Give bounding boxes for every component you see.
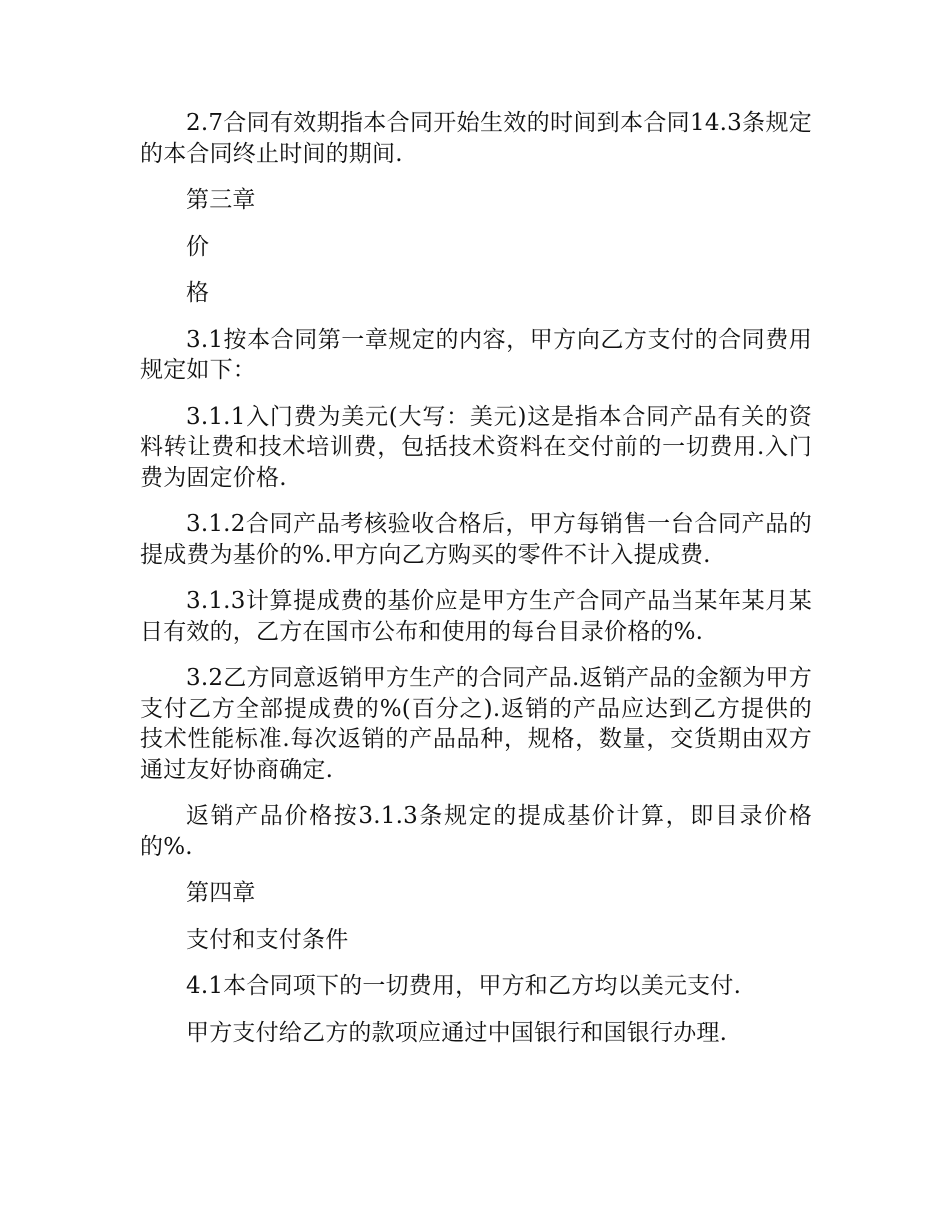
paragraph-3-1-3: 3.1.3计算提成费的基价应是甲方生产合同产品当某年某月某日有效的，乙方在国市公布和使用的每台目录价格的%. <box>140 588 812 645</box>
paragraph-4-1: 4.1本合同项下的一切费用，甲方和乙方均以美元支付. <box>186 973 742 999</box>
chapter-3-title-part-1: 价 <box>186 233 210 260</box>
chapter-3-title-part-2: 格 <box>186 280 210 306</box>
chapter-4-title: 支付和支付条件 <box>186 926 349 953</box>
paragraph-resale-price: 返销产品价格按3.1.3条规定的提成基价计算，即目录价格的%. <box>140 803 812 860</box>
paragraph-3-1: 3.1按本合同第一章规定的内容，甲方向乙方支付的合同费用规定如下： <box>140 326 812 383</box>
paragraph-3-1-2: 3.1.2合同产品考核验收合格后，甲方每销售一台合同产品的提成费为基价的%.甲方向乙方购买的零件不计入提成费. <box>140 511 812 568</box>
paragraph-3-2: 3.2乙方同意返销甲方生产的合同产品.返销产品的金额为甲方支付乙方全部提成费的%(百分之).返销的产品应达到乙方提供的技术性能标准.每次返销的产品品种，规格，数量，交货期由双方通过友好协商确定. <box>140 665 812 783</box>
chapter-4-heading: 第四章 <box>186 880 256 906</box>
paragraph-3-1-1: 3.1.1入门费为美元(大写：美元)这是指本合同产品有关的资料转让费和技术培训费，包括技术资料在交付前的一切费用.入门费为固定价格. <box>140 403 812 491</box>
chapter-3-heading: 第三章 <box>186 187 256 213</box>
paragraph-2-7: 2.7合同有效期指本合同开始生效的时间到本合同14.3条规定的本合同终止时间的期间. <box>140 110 812 167</box>
document-page <box>140 108 812 1064</box>
paragraph-payment-bank: 甲方支付给乙方的款项应通过中国银行和国银行办理. <box>186 1019 728 1046</box>
